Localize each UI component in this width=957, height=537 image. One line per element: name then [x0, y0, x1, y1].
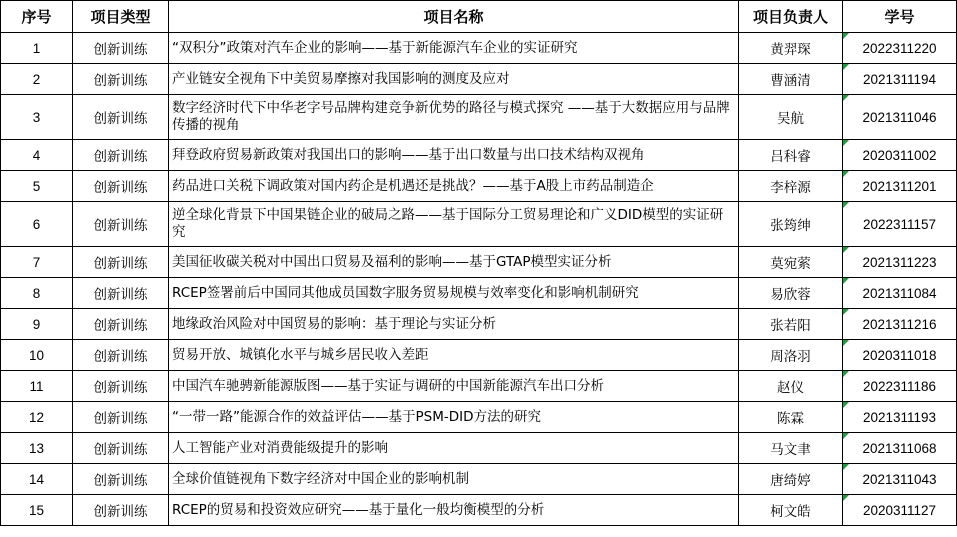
- row-student-id-cell: [843, 171, 957, 202]
- comment-indicator-icon: [843, 309, 849, 315]
- row-owner-cell: 马文聿: [739, 433, 843, 464]
- table-row: [1, 140, 957, 171]
- header-name: 项目名称: [169, 1, 739, 33]
- student-id-text: 2021311201: [862, 178, 937, 194]
- row-owner-cell: 莫宛萦: [739, 247, 843, 278]
- row-type-cell: 创新训练: [73, 171, 169, 202]
- student-id-text: 2021311193: [862, 409, 937, 425]
- comment-indicator-icon: [843, 95, 849, 101]
- row-name-cell: RCEP签署前后中国同其他成员国数字服务贸易规模与效率变化和影响机制研究: [169, 278, 739, 309]
- table-row: [1, 278, 957, 309]
- row-name-cell: 产业链安全视角下中美贸易摩擦对我国影响的测度及应对: [169, 64, 739, 95]
- row-student-id-cell: [843, 64, 957, 95]
- row-student-id-cell: [843, 33, 957, 64]
- header-type: 项目类型: [73, 1, 169, 33]
- row-type-cell: 创新训练: [73, 402, 169, 433]
- row-student-id-cell: [843, 309, 957, 340]
- row-owner-cell: 张筠绅: [739, 202, 843, 247]
- row-student-id-cell: [843, 202, 957, 247]
- row-student-id-cell: [843, 433, 957, 464]
- row-owner-cell: 曹涵清: [739, 64, 843, 95]
- student-id-text: 2021311084: [862, 285, 937, 301]
- row-type-cell: 创新训练: [73, 278, 169, 309]
- row-no-cell: 13: [1, 433, 73, 464]
- row-name-cell: RCEP的贸易和投资效应研究——基于量化一般均衡模型的分析: [169, 495, 739, 526]
- table-row: [1, 202, 957, 247]
- row-name-cell: “双积分”政策对汽车企业的影响——基于新能源汽车企业的实证研究: [169, 33, 739, 64]
- row-no-cell: 10: [1, 340, 73, 371]
- row-no-cell: 12: [1, 402, 73, 433]
- table-row: [1, 247, 957, 278]
- table-row: [1, 340, 957, 371]
- row-owner-cell: 周洛羽: [739, 340, 843, 371]
- row-type-cell: 创新训练: [73, 33, 169, 64]
- row-name-cell: 药品进口关税下调政策对国内药企是机遇还是挑战？——基于A股上市药品制造企: [169, 171, 739, 202]
- comment-indicator-icon: [843, 171, 849, 177]
- header-student-id: 学号: [843, 1, 957, 33]
- row-no-cell: 5: [1, 171, 73, 202]
- row-name-cell: 人工智能产业对消费能级提升的影响: [169, 433, 739, 464]
- student-id-text: 2020311018: [862, 347, 937, 363]
- student-id-text: 2022311157: [862, 216, 937, 232]
- row-student-id-cell: [843, 371, 957, 402]
- comment-indicator-icon: [843, 33, 849, 39]
- row-no-cell: 8: [1, 278, 73, 309]
- row-student-id-cell: [843, 140, 957, 171]
- row-no-cell: 7: [1, 247, 73, 278]
- row-owner-cell: 黄羿琛: [739, 33, 843, 64]
- table-row: [1, 433, 957, 464]
- row-name-cell: 美国征收碳关税对中国出口贸易及福利的影响——基于GTAP模型实证分析: [169, 247, 739, 278]
- row-student-id-cell: [843, 340, 957, 371]
- table-row: [1, 33, 957, 64]
- student-id-text: 2021311043: [862, 471, 937, 487]
- row-type-cell: 创新训练: [73, 247, 169, 278]
- row-student-id-cell: [843, 464, 957, 495]
- row-no-cell: 4: [1, 140, 73, 171]
- row-type-cell: 创新训练: [73, 433, 169, 464]
- table-row: [1, 495, 957, 526]
- row-name-cell: 逆全球化背景下中国果链企业的破局之路——基于国际分工贸易理论和广义DID模型的实证研究: [169, 202, 739, 247]
- comment-indicator-icon: [843, 433, 849, 439]
- table-row: [1, 64, 957, 95]
- row-type-cell: 创新训练: [73, 95, 169, 140]
- row-type-cell: 创新训练: [73, 371, 169, 402]
- student-id-text: 2021311223: [862, 254, 937, 270]
- row-no-cell: 1: [1, 33, 73, 64]
- table-row: [1, 371, 957, 402]
- comment-indicator-icon: [843, 64, 849, 70]
- row-owner-cell: 唐绮婷: [739, 464, 843, 495]
- row-no-cell: 11: [1, 371, 73, 402]
- comment-indicator-icon: [843, 278, 849, 284]
- student-id-text: 2021311216: [862, 316, 937, 332]
- student-id-text: 2022311220: [862, 40, 937, 56]
- comment-indicator-icon: [843, 140, 849, 146]
- student-id-text: 2021311046: [862, 109, 937, 125]
- row-no-cell: 15: [1, 495, 73, 526]
- row-no-cell: 9: [1, 309, 73, 340]
- student-id-text: 2021311068: [862, 440, 937, 456]
- row-type-cell: 创新训练: [73, 309, 169, 340]
- comment-indicator-icon: [843, 247, 849, 253]
- row-owner-cell: 赵仪: [739, 371, 843, 402]
- header-owner: 项目负责人: [739, 1, 843, 33]
- row-student-id-cell: [843, 495, 957, 526]
- row-name-cell: “一带一路”能源合作的效益评估——基于PSM-DID方法的研究: [169, 402, 739, 433]
- row-student-id-cell: [843, 95, 957, 140]
- row-owner-cell: 陈霖: [739, 402, 843, 433]
- row-owner-cell: 柯文皓: [739, 495, 843, 526]
- row-name-cell: 地缘政治风险对中国贸易的影响：基于理论与实证分析: [169, 309, 739, 340]
- row-type-cell: 创新训练: [73, 340, 169, 371]
- table-row: [1, 309, 957, 340]
- row-owner-cell: 吴航: [739, 95, 843, 140]
- row-owner-cell: 张若阳: [739, 309, 843, 340]
- comment-indicator-icon: [843, 371, 849, 377]
- row-no-cell: 3: [1, 95, 73, 140]
- row-name-cell: 全球价值链视角下数字经济对中国企业的影响机制: [169, 464, 739, 495]
- table-row: [1, 402, 957, 433]
- header-row: [1, 1, 957, 33]
- row-student-id-cell: [843, 402, 957, 433]
- row-student-id-cell: [843, 278, 957, 309]
- row-no-cell: 6: [1, 202, 73, 247]
- table-row: [1, 464, 957, 495]
- student-id-text: 2022311186: [862, 378, 937, 394]
- row-type-cell: 创新训练: [73, 140, 169, 171]
- table-row: [1, 171, 957, 202]
- row-name-cell: 拜登政府贸易新政策对我国出口的影响——基于出口数量与出口技术结构双视角: [169, 140, 739, 171]
- header-no: 序号: [1, 1, 73, 33]
- row-student-id-cell: [843, 247, 957, 278]
- table-row: [1, 95, 957, 140]
- row-type-cell: 创新训练: [73, 202, 169, 247]
- row-name-cell: 贸易开放、城镇化水平与城乡居民收入差距: [169, 340, 739, 371]
- row-name-cell: 数字经济时代下中华老字号品牌构建竞争新优势的路径与模式探究 ——基于大数据应用与品牌传播的视角: [169, 95, 739, 140]
- row-no-cell: 2: [1, 64, 73, 95]
- comment-indicator-icon: [843, 495, 849, 501]
- row-type-cell: 创新训练: [73, 64, 169, 95]
- row-name-cell: 中国汽车驰骋新能源版图——基于实证与调研的中国新能源汽车出口分析: [169, 371, 739, 402]
- comment-indicator-icon: [843, 340, 849, 346]
- row-type-cell: 创新训练: [73, 495, 169, 526]
- row-owner-cell: 李梓源: [739, 171, 843, 202]
- student-id-text: 2021311194: [862, 71, 937, 87]
- row-owner-cell: 易欣蓉: [739, 278, 843, 309]
- comment-indicator-icon: [843, 402, 849, 408]
- comment-indicator-icon: [843, 202, 849, 208]
- row-no-cell: 14: [1, 464, 73, 495]
- row-owner-cell: 吕科睿: [739, 140, 843, 171]
- student-id-text: 2020311002: [862, 147, 937, 163]
- comment-indicator-icon: [843, 464, 849, 470]
- student-id-text: 2020311127: [862, 502, 937, 518]
- row-type-cell: 创新训练: [73, 464, 169, 495]
